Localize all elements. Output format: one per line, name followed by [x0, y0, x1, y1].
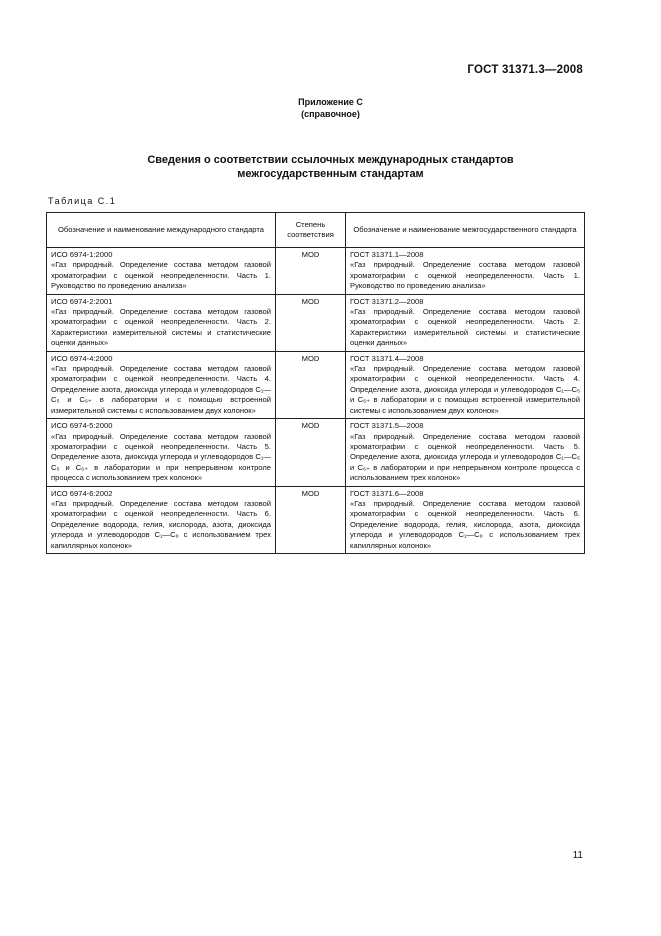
international-standard-code: ИСО 6974-2:2001 [51, 296, 113, 306]
column-header-interstate: Обозначение и наименование межгосударственного стандарта [346, 213, 585, 248]
appendix-note: (справочное) [301, 109, 360, 119]
interstate-standard-title: «Газ природный. Определение состава методом газовой хроматографии с оценкой неопределенности. Часть 1. Руководство по проведению анализа» [350, 260, 580, 291]
table-row [47, 248, 585, 295]
international-standard-title: «Газ природный. Определение состава методом газовой хроматографии с оценкой неопределенности. Часть 2. Характеристики измерительной системы и статистические оценки данных» [51, 307, 271, 348]
correspondence-table [46, 212, 585, 554]
degree-cell: MOD [276, 351, 346, 418]
interstate-standard-title: «Газ природный. Определение состава методом газовой хроматографии с оценкой неопределенности. Часть 6. Определение водорода, гелия, кислорода, азота, диоксида углерода и углеводородов С₁—С₈ с использованием трех капиллярных колонок» [350, 498, 580, 550]
interstate-standard-cell [346, 248, 585, 295]
table-row [47, 351, 585, 418]
table-header-row [47, 213, 585, 248]
interstate-standard-cell [346, 351, 585, 418]
interstate-standard-code: ГОСТ 31371.1—2008 [350, 250, 424, 259]
column-header-international: Обозначение и наименование международного стандарта [47, 213, 276, 248]
interstate-standard-title: «Газ природный. Определение состава методом газовой хроматографии с оценкой неопределенности. Часть 4. Определение азота, диоксида углерода и углеводородов С₁—С₅ и С₆₊ в лаборатории и с помощью встроенной измерительной системы с использованием двух колонок» [350, 364, 580, 415]
appendix-heading [0, 96, 661, 120]
appendix-title: Приложение С [298, 97, 363, 107]
table-row [47, 419, 585, 486]
international-standard-title: «Газ природный. Определение состава методом газовой хроматографии с оценкой неопределенности. Часть 6. Определение водорода, гелия, кислорода, азота, диоксида углерода и углеводородов С₁—С₈ с использованием трех капиллярных колонок» [51, 498, 271, 550]
interstate-standard-cell [346, 419, 585, 486]
interstate-standard-code: ГОСТ 31371.6—2008 [350, 488, 424, 498]
international-standard-cell [47, 248, 276, 295]
document-title [0, 153, 661, 181]
table-row [47, 294, 585, 351]
degree-cell: MOD [276, 419, 346, 486]
international-standard-cell [47, 294, 276, 351]
international-standard-code: ИСО 6974-5:2000 [51, 421, 113, 431]
title-line-1: Сведения о соответствии ссылочных международных стандартов [147, 154, 514, 166]
degree-cell: MOD [276, 294, 346, 351]
interstate-standard-title: «Газ природный. Определение состава методом газовой хроматографии с оценкой неопределенности. Часть 2. Характеристики измерительной системы и статистические оценки данных» [350, 307, 580, 348]
table-row [47, 486, 585, 553]
interstate-standard-cell [346, 294, 585, 351]
international-standard-title: «Газ природный. Определение состава методом газовой хроматографии с оценкой неопределенности. Часть 5. Определение азота, диоксида углерода и углеводородов С₁—С₅ и С₆₊ в лаборатории и при непрерывном контроле процесса с использованием трех колонок» [51, 431, 271, 483]
international-standard-code: ИСО 6974-6:2002 [51, 488, 113, 498]
international-standard-cell [47, 419, 276, 486]
interstate-standard-cell [346, 486, 585, 553]
international-standard-cell [47, 486, 276, 553]
interstate-standard-code: ГОСТ 31371.5—2008 [350, 421, 424, 431]
international-standard-code: ИСО 6974-4:2000 [51, 353, 113, 363]
degree-cell: MOD [276, 248, 346, 295]
standard-code: ГОСТ 31371.3—2008 [467, 64, 583, 76]
column-header-degree: Степень соответствия [276, 213, 346, 248]
international-standard-title: «Газ природный. Определение состава методом газовой хроматографии с оценкой неопределенности. Часть 1. Руководство по проведению анализа» [51, 260, 271, 291]
title-line-2: межгосударственным стандартам [237, 168, 424, 180]
international-standard-cell [47, 351, 276, 418]
degree-cell: MOD [276, 486, 346, 553]
international-standard-code: ИСО 6974-1:2000 [51, 250, 113, 259]
interstate-standard-code: ГОСТ 31371.4—2008 [350, 353, 424, 363]
page-number: 11 [572, 850, 583, 861]
interstate-standard-title: «Газ природный. Определение состава методом газовой хроматографии с оценкой неопределенности. Часть 5. Определение азота, диоксида углерода и углеводородов С₁—С₅ и С₆₊ в лаборатории и при непрерывном контроле процесса с использованием трех колонок» [350, 431, 580, 483]
table-label: Таблица С.1 [48, 196, 117, 206]
international-standard-title: «Газ природный. Определение состава методом газовой хроматографии с оценкой неопределенности. Часть 4. Определение азота, диоксида углерода и углеводородов С₁—С₅ и С₆₊ в лаборатории и с помощью встроенной измерительной системы с использованием двух колонок» [51, 364, 271, 415]
interstate-standard-code: ГОСТ 31371.2—2008 [350, 296, 424, 306]
